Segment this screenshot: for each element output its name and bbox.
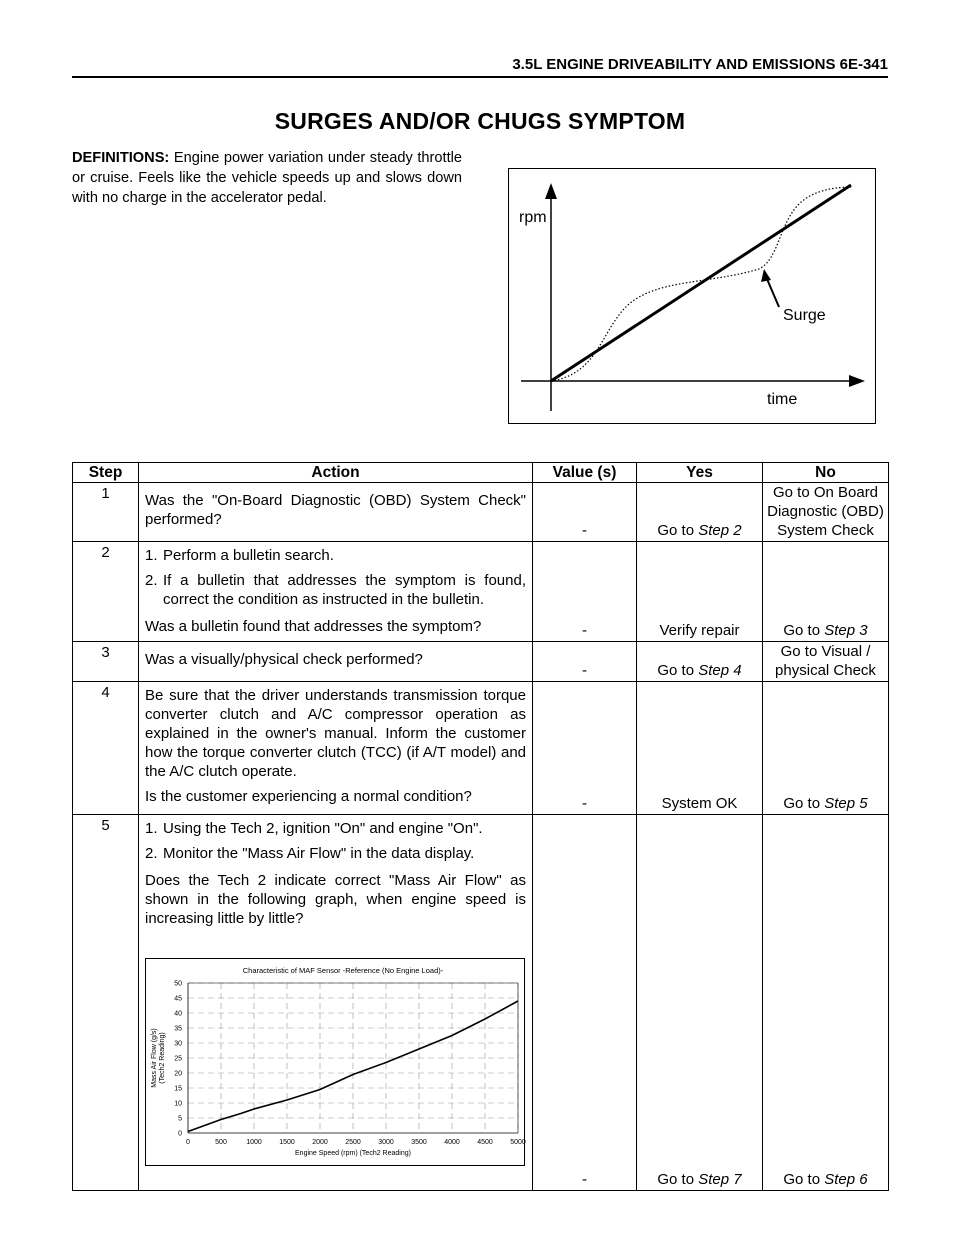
item-text: If a bulletin that addresses the symptom is found, correct the condition as instructed in the bulletin. (163, 572, 526, 608)
item-text: Perform a bulletin search. (163, 547, 334, 564)
x-tick-label: 4000 (444, 1139, 460, 1146)
no-prefix: Go to (783, 1171, 825, 1188)
y-tick-label: 40 (174, 1010, 182, 1018)
item-text: Using the Tech 2, ignition "On" and engine "On". (163, 820, 483, 837)
y-tick-label: 30 (174, 1040, 182, 1048)
yes-cell (637, 642, 763, 682)
definitions-label: DEFINITIONS: (72, 150, 170, 166)
x-tick-label: 3000 (378, 1139, 394, 1146)
col-value: Value (s) (533, 463, 637, 483)
value-cell: - (533, 642, 637, 682)
step-number: 2 (73, 542, 139, 642)
yes-cell: System OK (637, 682, 763, 815)
x-tick-label: 1000 (246, 1139, 262, 1146)
list-item (145, 844, 526, 863)
question: Was the "On-Board Diagnostic (OBD) System Check" performed? (145, 492, 526, 528)
surge-label: Surge (783, 307, 826, 324)
question: Is the customer experiencing a normal condition? (145, 788, 472, 805)
step-number: 5 (73, 815, 139, 1191)
table-row (73, 542, 889, 642)
action-cell (139, 642, 533, 682)
action-cell (139, 682, 533, 815)
y-tick-label: 10 (174, 1100, 182, 1108)
running-head: 3.5L ENGINE DRIVEABILITY AND EMISSIONS 6E-341 (512, 56, 888, 73)
x-tick-label: 2500 (345, 1139, 361, 1146)
surge-graph (509, 169, 877, 425)
no-line[interactable]: physical Check (775, 662, 876, 679)
y-tick-label: 50 (174, 980, 182, 988)
y-tick-label: 5 (178, 1115, 182, 1123)
page-title: SURGES AND/OR CHUGS SYMPTOM (274, 108, 686, 134)
value-cell: - (533, 483, 637, 542)
col-step: Step (73, 463, 139, 483)
x-tick-label: 500 (215, 1139, 227, 1146)
no-step-link[interactable]: Step 3 (824, 622, 868, 639)
no-cell (763, 815, 889, 1191)
action-cell (139, 483, 533, 542)
yes-cell (637, 483, 763, 542)
no-prefix: Go to (783, 622, 825, 639)
table-header-row (73, 463, 889, 483)
rpm-label: rpm (519, 209, 547, 226)
x-tick-label: 4500 (477, 1139, 493, 1146)
y-tick-label: 35 (174, 1025, 182, 1033)
diagnostic-table (72, 462, 889, 1191)
no-line: Diagnostic (OBD) (767, 503, 884, 520)
no-step-link[interactable]: Step 5 (824, 795, 868, 812)
item-number: 2. (145, 572, 158, 589)
x-tick-label: 1500 (279, 1139, 295, 1146)
no-cell (763, 642, 889, 682)
x-tick-label: 5000 (510, 1139, 526, 1146)
no-prefix: Go to (783, 795, 825, 812)
value-cell: - (533, 682, 637, 815)
y-tick-label: 45 (174, 995, 182, 1003)
list-item (145, 819, 526, 838)
table-row (73, 642, 889, 682)
paragraph: Be sure that the driver understands transmission torque converter clutch and A/C compressor operation as explained in the owner's manual. Inform the customer how the torque converter clutch (TCC) (if A/T model) and the A/C clutch operate. (145, 687, 526, 780)
yes-step-link[interactable]: Step 4 (698, 662, 742, 679)
rpm-axis-arrow (545, 183, 557, 199)
yes-prefix: Go to (657, 1171, 699, 1188)
table-row (73, 682, 889, 815)
item-number: 2. (145, 845, 158, 862)
no-cell (763, 542, 889, 642)
y-tick-label: 20 (174, 1070, 182, 1078)
surge-pointer-head (761, 269, 771, 282)
col-action: Action (139, 463, 533, 483)
y-axis-label: (Tech2 Reading) (159, 1032, 166, 1084)
col-no: No (763, 463, 889, 483)
maf-chart-svg (146, 959, 526, 1167)
question: Was a bulletin found that addresses the symptom? (145, 618, 482, 635)
y-tick-label: 15 (174, 1085, 182, 1093)
list-item (145, 571, 526, 609)
value-cell: - (533, 542, 637, 642)
x-tick-label: 3500 (411, 1139, 427, 1146)
action-cell (139, 815, 533, 1191)
y-tick-label: 0 (178, 1130, 182, 1138)
x-tick-label: 0 (186, 1139, 190, 1146)
item-number: 1. (145, 820, 158, 837)
step-number: 1 (73, 483, 139, 542)
table-row (73, 815, 889, 1191)
y-tick-label: 25 (174, 1055, 182, 1063)
x-tick-label: 2000 (312, 1139, 328, 1146)
item-number: 1. (145, 547, 158, 564)
col-yes: Yes (637, 463, 763, 483)
maf-chart (145, 958, 525, 1166)
x-axis-label: Engine Speed (rpm) (Tech2 Reading) (295, 1150, 411, 1157)
chart-title: Characteristic of MAF Sensor -Reference (No Engine Load)- (242, 966, 444, 975)
header-rule (72, 76, 888, 78)
surge-pointer (767, 279, 779, 307)
no-step-link[interactable]: Step 6 (824, 1171, 868, 1188)
yes-step-link[interactable]: Step 2 (698, 522, 742, 539)
yes-prefix: Go to (657, 522, 699, 539)
action-cell (139, 542, 533, 642)
yes-prefix: Go to (657, 662, 699, 679)
question: Was a visually/physical check performed? (145, 651, 423, 668)
no-cell (763, 483, 889, 542)
yes-cell (637, 815, 763, 1191)
no-line: Go to On Board (772, 484, 879, 501)
list-item (145, 546, 526, 565)
table-row (73, 483, 889, 542)
surge-figure (508, 168, 876, 424)
definitions (72, 148, 462, 208)
time-axis-arrow (849, 375, 865, 387)
question: Does the Tech 2 indicate correct "Mass Air Flow" as shown in the following graph, when engine speed is increasing little by little? (145, 872, 526, 927)
yes-step-link[interactable]: Step 7 (698, 1171, 742, 1188)
yes-cell: Verify repair (637, 542, 763, 642)
value-cell: - (533, 815, 637, 1191)
definitions-text: Engine power variation under steady throttle or cruise. Feels like the vehicle speeds up and slows down with no charge in the accelerator pedal. (72, 150, 462, 206)
step-number: 3 (73, 642, 139, 682)
item-text: Monitor the "Mass Air Flow" in the data display. (163, 845, 475, 862)
no-line: Go to Visual / (780, 643, 871, 660)
no-cell (763, 682, 889, 815)
y-axis-label: Mass Air Flow (g/s) (151, 1028, 158, 1088)
time-label: time (767, 391, 798, 408)
step-number: 4 (73, 682, 139, 815)
no-line[interactable]: System Check (777, 522, 874, 539)
steady-line (551, 185, 851, 381)
